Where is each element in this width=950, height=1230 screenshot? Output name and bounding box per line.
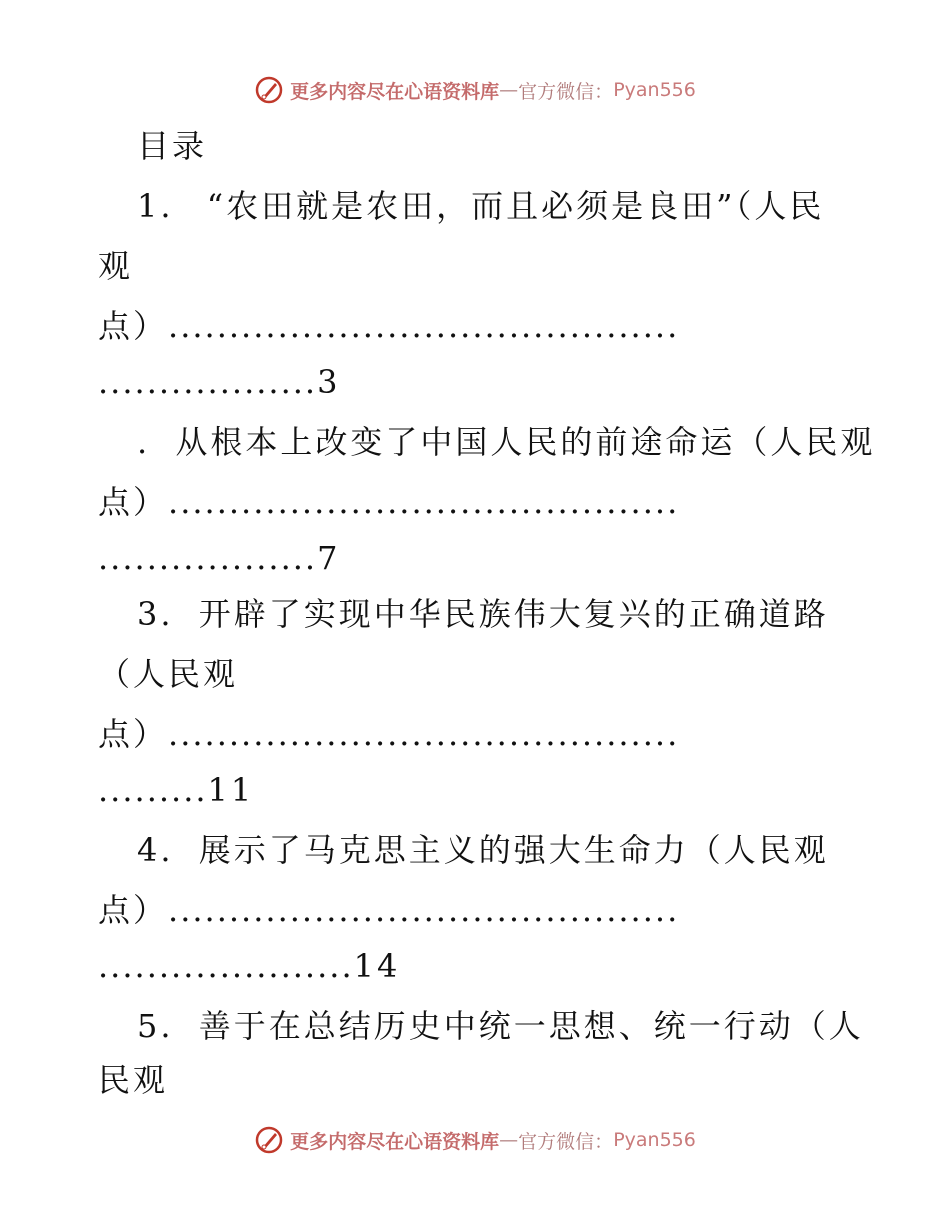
toc-entry-tail: 点） bbox=[98, 891, 169, 929]
pen-logo-icon bbox=[254, 75, 284, 105]
toc-entry-3-line4 bbox=[98, 770, 254, 810]
toc-leader-dots: .......................................... bbox=[168, 715, 680, 753]
banner-wechat-label: 官方微信： bbox=[518, 1130, 614, 1153]
toc-title: 目录 bbox=[137, 127, 208, 165]
toc-entry-3-line1[interactable] bbox=[137, 594, 829, 634]
toc-entry-2-line2 bbox=[98, 482, 679, 522]
toc-entry-number: 4. bbox=[137, 831, 174, 869]
toc-page-number: 3 bbox=[317, 363, 341, 401]
toc-entry-tail: 点） bbox=[98, 715, 169, 753]
toc-leader-dots: .......................................... bbox=[168, 483, 680, 521]
toc-entry-number: . bbox=[137, 423, 151, 461]
toc-page-number: 11 bbox=[207, 771, 255, 809]
toc-entry-5-line2: 民观 bbox=[98, 1061, 169, 1099]
toc-page-number: 7 bbox=[317, 539, 341, 577]
toc-leader-dots: ......... bbox=[98, 771, 208, 809]
banner-dash: — bbox=[499, 79, 519, 101]
toc-leader-dots: .................. bbox=[98, 363, 318, 401]
toc-entry-1-line1[interactable] bbox=[137, 186, 824, 226]
banner-dash: — bbox=[499, 1129, 519, 1151]
toc-leader-dots: ..................... bbox=[98, 947, 354, 985]
banner-main-text: 更多内容尽在心语资料库 bbox=[290, 1130, 500, 1153]
toc-entry-tail: 点） bbox=[98, 307, 169, 345]
toc-entry-number: 5. bbox=[137, 1007, 174, 1045]
banner-wechat-id: Pyan556 bbox=[613, 79, 696, 101]
toc-leader-dots: .......................................... bbox=[168, 891, 680, 929]
toc-leader-dots: .......................................... bbox=[168, 307, 680, 345]
toc-entry-1-line3 bbox=[98, 306, 679, 346]
toc-entry-4-line1[interactable] bbox=[137, 830, 829, 870]
toc-entry-title: 善于在总结历史中统一思想、统一行动（人 bbox=[198, 1007, 864, 1045]
toc-entry-number: 1. bbox=[137, 187, 174, 225]
toc-entry-2-line1[interactable] bbox=[137, 422, 875, 462]
banner-main-text: 更多内容尽在心语资料库 bbox=[290, 80, 500, 103]
toc-entry-number: 3. bbox=[137, 595, 174, 633]
toc-entry-4-line2 bbox=[98, 890, 679, 930]
toc-entry-title: 从根本上改变了中国人民的前途命运（人民观 bbox=[175, 423, 876, 461]
toc-entry-tail: 点） bbox=[98, 483, 169, 521]
toc-entry-1-line2: 观 bbox=[98, 247, 134, 285]
header-watermark bbox=[0, 70, 950, 110]
toc-entry-title: “农田就是农田，而且必须是良田”（人民 bbox=[206, 187, 825, 225]
toc-entry-3-line3 bbox=[98, 714, 679, 754]
banner-wechat-id: Pyan556 bbox=[613, 1129, 696, 1151]
toc-entry-3-line2: （人民观 bbox=[98, 655, 239, 693]
banner-wechat-label: 官方微信： bbox=[518, 80, 614, 103]
toc-entry-5-line1[interactable] bbox=[137, 1006, 864, 1046]
toc-entry-1-line4 bbox=[98, 362, 340, 402]
toc-entry-4-line3 bbox=[98, 946, 400, 986]
toc-entry-2-line3 bbox=[98, 538, 340, 578]
toc-entry-title: 开辟了实现中华民族伟大复兴的正确道路 bbox=[198, 595, 829, 633]
pen-logo-icon bbox=[254, 1125, 284, 1155]
toc-leader-dots: .................. bbox=[98, 539, 318, 577]
toc-entry-title: 展示了马克思主义的强大生命力（人民观 bbox=[198, 831, 829, 869]
footer-watermark bbox=[0, 1120, 950, 1160]
toc-page-number: 14 bbox=[353, 947, 401, 985]
